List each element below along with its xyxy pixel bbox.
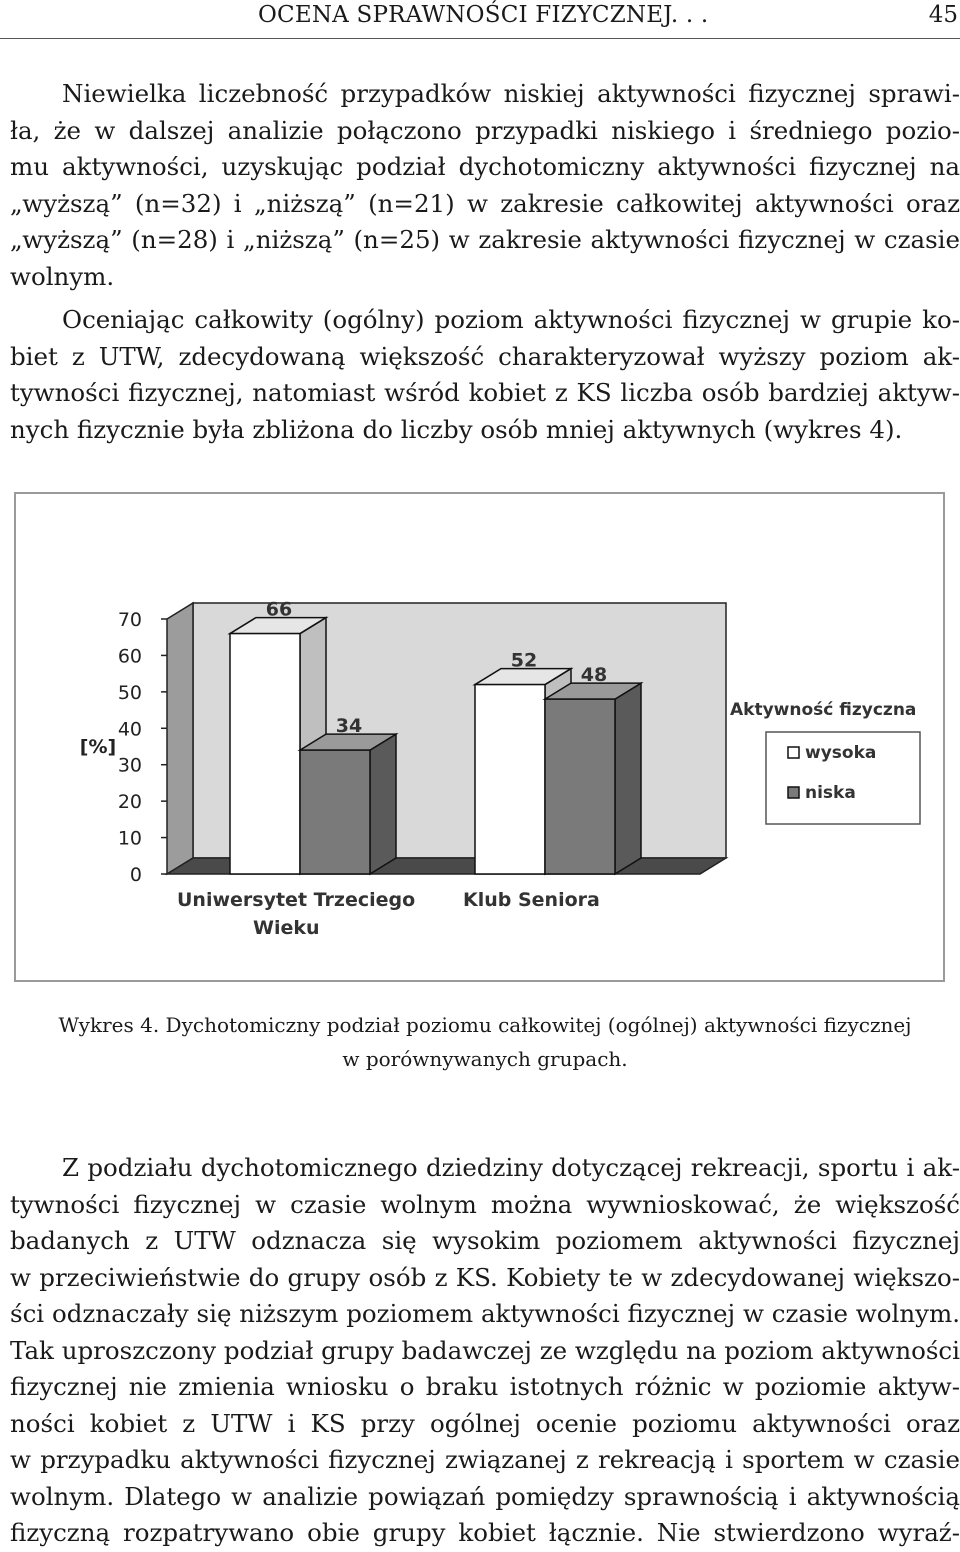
text-line: Niewielka liczebność przypadków niskiej aktywności fizycznej sprawi- (62, 79, 960, 108)
y-tick-label: 30 (117, 754, 142, 777)
bar-chart (16, 494, 943, 980)
category-label: Uniwersytet Trzeciego (177, 889, 416, 911)
data-label: 66 (265, 598, 293, 621)
bar-wysoka (230, 634, 300, 874)
y-tick-label: 20 (117, 791, 142, 814)
text-line: w przypadku aktywności fizycznej związanej z rekreacją i sportem w czasie (10, 1445, 960, 1474)
text-line: biet z UTW, zdecydowaną większość charakteryzował wyższy poziom ak- (10, 341, 960, 371)
chart-side-wall (167, 603, 193, 874)
legend-label-niska: niska (805, 783, 856, 803)
data-label: 52 (510, 649, 538, 672)
paragraph-3 (10, 1150, 960, 1552)
y-tick-label: 0 (129, 864, 142, 886)
bar-side (370, 734, 396, 874)
text-line: fizycznej nie zmienia wniosku o braku istotnych różnic w poziomie aktyw- (10, 1372, 960, 1401)
text-line: tywności fizycznej, natomiast wśród kobiet z KS liczba osób bardziej aktyw- (10, 378, 960, 407)
category-label: Wieku (253, 917, 320, 939)
text-line: nych fizycznie była zbliżona do liczby osób mniej aktywnych (wykres 4). (10, 414, 903, 444)
text-line: badanych z UTW odznacza się wysokim poziomem aktywności fizycznej (10, 1226, 960, 1255)
text-line: fizyczną rozpatrywano obie grupy kobiet łącznie. Nie stwierdzono wyraź- (10, 1518, 960, 1547)
text-line: w przeciwieństwie do grupy osób z KS. Kobiety te w zdecydowanej większo- (10, 1262, 960, 1292)
y-tick-label: 40 (117, 718, 142, 741)
text-line: „wyższą” (n=28) i „niższą” (n=25) w zakresie aktywności fizycznej w czasie (10, 225, 960, 254)
category-label: Klub Seniora (463, 889, 600, 911)
data-label: 34 (335, 715, 363, 738)
text-line: „wyższą” (n=32) i „niższą” (n=21) w zakresie całkowitej aktywności oraz (10, 188, 960, 218)
paragraph-1 (10, 76, 960, 295)
figure-caption-line-2: w porównywanych grupach. (342, 1047, 628, 1071)
text-line: ności kobiet z UTW i KS przy ogólnej ocenie poziomu aktywności oraz (10, 1408, 960, 1438)
data-label: 48 (580, 664, 608, 687)
y-tick-label: 60 (117, 645, 142, 668)
legend-swatch-wysoka (788, 747, 799, 758)
y-tick-label: 50 (117, 681, 142, 704)
text-line: ści odznaczały się niższym poziomem aktywności fizycznej w czasie wolnym. (10, 1299, 960, 1328)
page-number: 45 (928, 2, 958, 28)
text-line: Z podziału dychotomicznego dziedziny dotyczącej rekreacji, sportu i ak- (62, 1153, 960, 1182)
legend-title: Aktywność fizyczna (730, 700, 917, 720)
paragraph-2 (10, 302, 960, 448)
legend-swatch-niska (788, 787, 799, 798)
text-line: mu aktywności, uzyskując podział dychotomiczny aktywności fizycznej na (10, 152, 960, 181)
running-head (0, 0, 960, 39)
text-line: Oceniając całkowity (ogólny) poziom aktywności fizycznej w grupie ko- (62, 305, 960, 334)
bar-side (615, 683, 641, 874)
text-line: tywności fizycznej w czasie wolnym można wywnioskować, że większość (10, 1189, 960, 1219)
text-line: wolnym. (10, 261, 115, 291)
bar-niska (300, 750, 370, 874)
chart-figure (14, 492, 945, 982)
y-tick-label: 70 (117, 609, 142, 631)
text-line: Tak uproszczony podział grupy badawczej ze względu na poziom aktywności (10, 1335, 960, 1365)
bar-niska (545, 699, 615, 874)
legend-label-wysoka: wysoka (805, 743, 877, 763)
y-axis-label: [%] (79, 736, 117, 758)
text-line: wolnym. Dlatego w analizie powiązań pomiędzy sprawnością i aktywnością (10, 1481, 960, 1511)
running-head-title: OCENA SPRAWNOŚCI FIZYCZNEJ. . . (258, 2, 709, 28)
figure-caption-line-1: Wykres 4. Dychotomiczny podział poziomu całkowitej (ogólnej) aktywności fizycznej (58, 1013, 912, 1037)
text-line: ła, że w dalszej analizie połączono przypadki niskiego i średniego pozio- (10, 115, 960, 145)
y-tick-label: 10 (117, 827, 142, 850)
bar-wysoka (475, 685, 545, 874)
